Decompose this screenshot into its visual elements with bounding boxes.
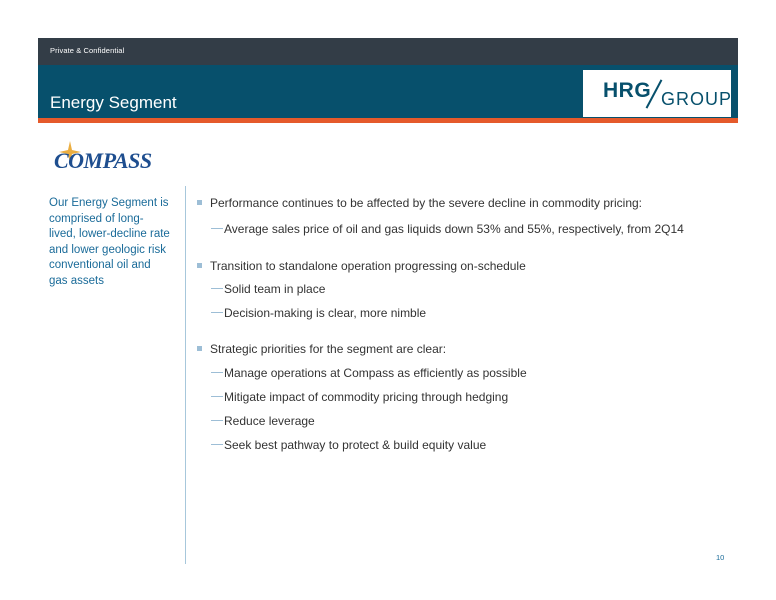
dash-icon <box>211 420 223 421</box>
sub-bullet-text: Average sales price of oil and gas liquids down 53% and 55%, respectively, from 2Q14 <box>224 222 684 236</box>
bullet-item <box>197 259 526 273</box>
bullet-square-icon <box>197 263 202 268</box>
hrg-logo-suffix: GROUP <box>661 89 733 109</box>
bullet-text: Performance continues to be affected by the severe decline in commodity pricing: <box>210 196 643 210</box>
compass-logo <box>50 140 162 174</box>
sub-bullet-text: Solid team in place <box>224 282 326 296</box>
bullet-square-icon <box>197 346 202 351</box>
dash-icon <box>211 372 223 373</box>
confidential-label: Private & Confidential <box>50 46 125 55</box>
bullet-text: Strategic priorities for the segment are clear: <box>210 342 447 356</box>
dash-icon <box>211 396 223 397</box>
sidebar-line: comprised of long- <box>49 212 144 225</box>
page-number: 10 <box>716 553 725 562</box>
sidebar-line: conventional oil and <box>49 259 151 272</box>
compass-logo-text: COMPASS <box>54 148 152 173</box>
sub-bullet-item <box>211 438 486 452</box>
top-bar <box>38 38 738 65</box>
sub-bullet-item <box>211 306 426 320</box>
dash-icon <box>211 444 223 445</box>
dash-icon <box>211 228 223 229</box>
sub-bullet-item <box>211 366 527 380</box>
sidebar-line: gas assets <box>49 274 104 287</box>
vertical-divider <box>185 186 186 564</box>
dash-icon <box>211 312 223 313</box>
sub-bullet-text: Seek best pathway to protect & build equity value <box>224 438 487 452</box>
sub-bullet-text: Decision-making is clear, more nimble <box>224 306 427 320</box>
sidebar-line: lived, lower-decline rate <box>49 228 170 241</box>
bullet-item <box>197 342 446 356</box>
accent-line <box>38 118 738 123</box>
sub-bullet-item <box>211 222 684 236</box>
page-title: Energy Segment <box>50 93 177 112</box>
sub-bullet-item <box>211 282 325 296</box>
sub-bullet-text: Mitigate impact of commodity pricing through hedging <box>224 390 509 404</box>
bullet-item <box>197 196 642 210</box>
sub-bullet-text: Reduce leverage <box>224 414 315 428</box>
bullet-square-icon <box>197 200 202 205</box>
hrg-group-logo <box>583 70 731 117</box>
dash-icon <box>211 288 223 289</box>
hrg-logo-brand: HRG <box>603 79 652 102</box>
sub-bullet-item <box>211 414 315 428</box>
sidebar-description <box>49 196 177 290</box>
sub-bullet-text: Manage operations at Compass as efficiently as possible <box>224 366 527 380</box>
bullet-text: Transition to standalone operation progressing on-schedule <box>210 259 526 273</box>
sidebar-line: and lower geologic risk <box>49 243 166 256</box>
sub-bullet-item <box>211 390 508 404</box>
sidebar-line: Our Energy Segment is <box>49 197 169 209</box>
